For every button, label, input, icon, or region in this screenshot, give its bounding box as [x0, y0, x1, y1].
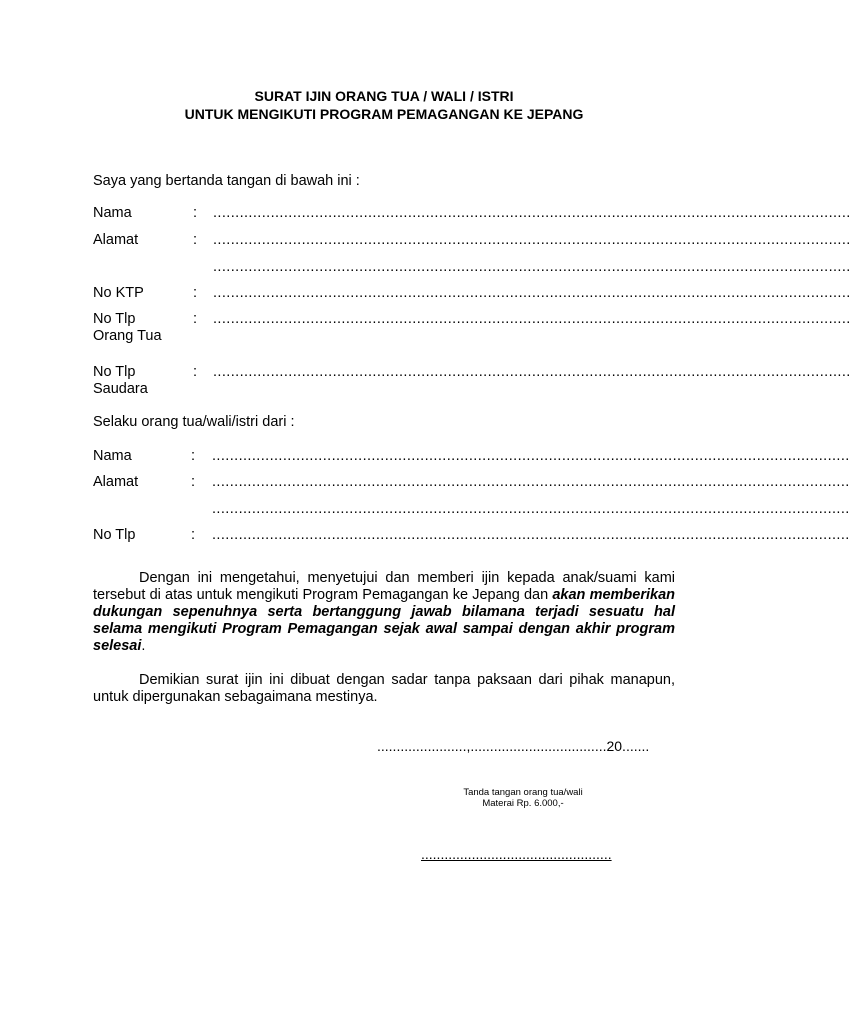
consent-emphasis: akan memberikan dukungan sepenuhnya serta bertanggung jawab bilamana terjadi sesuatu hal selama mengikuti Program Pemagangan sejak awal sampai dengan akhir program selesai — [93, 587, 675, 654]
closing-paragraph — [93, 672, 675, 706]
colon: : — [193, 285, 198, 301]
title-line-1: SURAT IJIN ORANG TUA / WALI / ISTRI — [254, 88, 514, 104]
alamat-fill-line-2: ................................................................................................................................................ — [213, 259, 851, 275]
consent-end: . — [141, 638, 146, 654]
nama-fill-line: ................................................................................................................................................ — [213, 205, 851, 221]
tlp-ortu-label-1: No Tlp — [93, 311, 136, 327]
alamat2-fill-line-1: ................................................................................................................................................ — [212, 474, 850, 490]
alamat2-label: Alamat — [93, 474, 139, 490]
colon: : — [193, 205, 198, 221]
colon: : — [193, 364, 198, 380]
alamat-fill-line-1: ................................................................................................................................................ — [213, 232, 851, 248]
tlp-ortu-fill-line: ................................................................................................................................................ — [213, 311, 851, 327]
ktp-label: No KTP — [93, 285, 144, 301]
tlp2-label: No Tlp — [93, 527, 136, 543]
consent-text: Dengan ini mengetahui, menyetujui dan memberi ijin kepada anak/suami kami tersebut di atas untuk mengikuti Program Pemagangan ke Jepang dan — [93, 570, 675, 603]
consent-paragraph — [93, 570, 675, 655]
tlp-saudara-label-1: No Tlp — [93, 364, 136, 380]
colon: : — [191, 474, 196, 490]
colon: : — [193, 311, 198, 327]
nama-label: Nama — [93, 205, 132, 221]
signature-caption-2: Materai Rp. 6.000,- — [482, 798, 564, 809]
colon: : — [191, 448, 196, 464]
tlp-saudara-label-2: Saudara — [93, 381, 148, 397]
date-place-line: .......................,...................................20....... — [377, 738, 650, 754]
colon: : — [193, 232, 198, 248]
intro-text: Saya yang bertanda tangan di bawah ini : — [93, 173, 360, 189]
title-line-2: UNTUK MENGIKUTI PROGRAM PEMAGANGAN KE JEPANG — [184, 106, 584, 122]
closing-text: Demikian surat ijin ini dibuat dengan sadar tanpa paksaan dari pihak manapun, untuk dipergunakan sebagaimana mestinya. — [93, 672, 675, 705]
colon: : — [191, 527, 196, 543]
alamat-label: Alamat — [93, 232, 139, 248]
nama2-label: Nama — [93, 448, 132, 464]
tlp-saudara-fill-line: ................................................................................................................................................ — [213, 364, 851, 380]
section2-heading: Selaku orang tua/wali/istri dari : — [93, 414, 295, 430]
alamat2-fill-line-2: ................................................................................................................................................ — [212, 501, 850, 517]
signature-caption-1: Tanda tangan orang tua/wali — [463, 787, 583, 798]
tlp-ortu-label-2: Orang Tua — [93, 328, 162, 344]
nama2-fill-line: ................................................................................................................................................ — [212, 448, 850, 464]
signature-name-line: ................................................. — [421, 846, 612, 862]
ktp-fill-line: ................................................................................................................................................ — [213, 285, 851, 301]
tlp2-fill-line: ................................................................................................................................................ — [212, 527, 850, 543]
